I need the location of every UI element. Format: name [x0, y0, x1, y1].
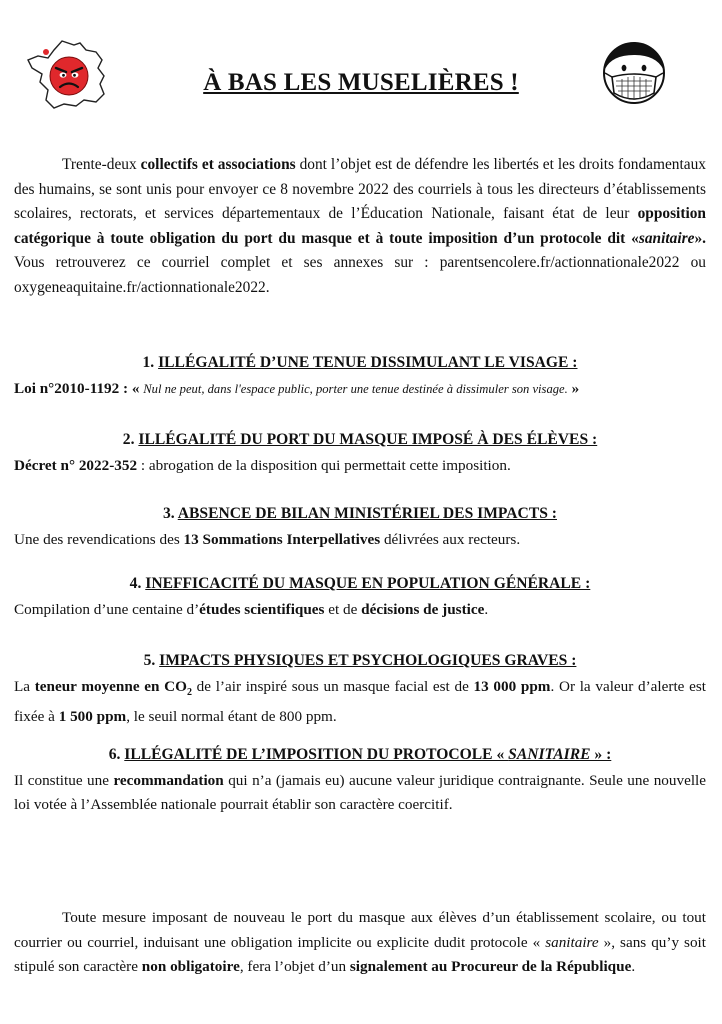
section-5 [14, 650, 706, 729]
section-1 [14, 352, 706, 401]
intro-paragraph: Trente-deux collectifs et associations dont l’objet est de défendre les libertés et les droits fondamentaux des humains, se sont unis pour envoyer ce 8 novembre 2022 des courriels à tous les directeurs d’établissements scolaires, rectorats, et services départementaux de l’Éducation Nationale, faisant état de leur opposition catégorique à toute obligation du port du masque et à toute imposition d’un protocole dit «sanitaire». Vous retrouverez ce courriel complet et ses annexes sur : parentsencolere.fr/actionnationale2022 ou oxygeneaquitaine.fr/actionnationale2022. [14, 156, 706, 296]
section-4 [14, 573, 706, 622]
section-2 [14, 429, 706, 478]
section-body: La teneur moyenne en $CO_2$ de l’air inspiré sous un masque facial est de 13 000 ppm. Or la valeur d’alerte est fixée à 1 500 ppm, le seuil normal étant de 800 ppm. [14, 678, 706, 726]
section-3 [14, 503, 706, 552]
section-heading: 3. ABSENCE DE BILAN MINISTÉRIEL DES IMPACTS : [163, 505, 557, 522]
page-title: À BAS LES MUSELIÈRES ! [203, 68, 519, 96]
masked-face-icon [598, 35, 670, 107]
section-body: Compilation d’une centaine d’études scientifiques et de décisions de justice. [14, 601, 489, 618]
section-heading: 4. INEFFICACITÉ DU MASQUE EN POPULATION GÉNÉRALE : [129, 575, 591, 592]
section-heading: 1. ILLÉGALITÉ D’UNE TENUE DISSIMULANT LE VISAGE : [142, 354, 578, 371]
section-body: Il constitue une recommandation qui n’a (jamais eu) aucune valeur juridique contraignante. Seule une nouvelle loi votée à l’Assemblée nationale pourrait établir son caractère coercitif. [14, 772, 707, 813]
section-heading: 6. ILLÉGALITÉ DE L’IMPOSITION DU PROTOCOLE « SANITAIRE » : [108, 746, 612, 763]
section-body: Loi n°2010-1192 : « Nul ne peut, dans l'espace public, porter une tenue destinée à dissimuler son visage. » [14, 380, 580, 397]
section-6 [14, 744, 706, 817]
section-body: Décret n° 2022-352 : abrogation de la disposition qui permettait cette imposition. [14, 457, 511, 474]
section-heading: 5. IMPACTS PHYSIQUES ET PSYCHOLOGIQUES GRAVES : [143, 652, 577, 669]
closing-paragraph: Toute mesure imposant de nouveau le port du masque aux élèves d’un établissement scolaire, ou tout courrier ou courriel, induisant une obligation implicite ou explicite dudit protocole « sanitaire », sans qu’y soit stipulé son caractère non obligatoire, fera l’objet d’un signalement au Procureur de la République. [14, 909, 706, 976]
section-body: Une des revendications des 13 Sommations Interpellatives délivrées aux recteurs. [14, 531, 521, 548]
section-heading: 2. ILLÉGALITÉ DU PORT DU MASQUE IMPOSÉ À DES ÉLÈVES : [122, 431, 598, 448]
